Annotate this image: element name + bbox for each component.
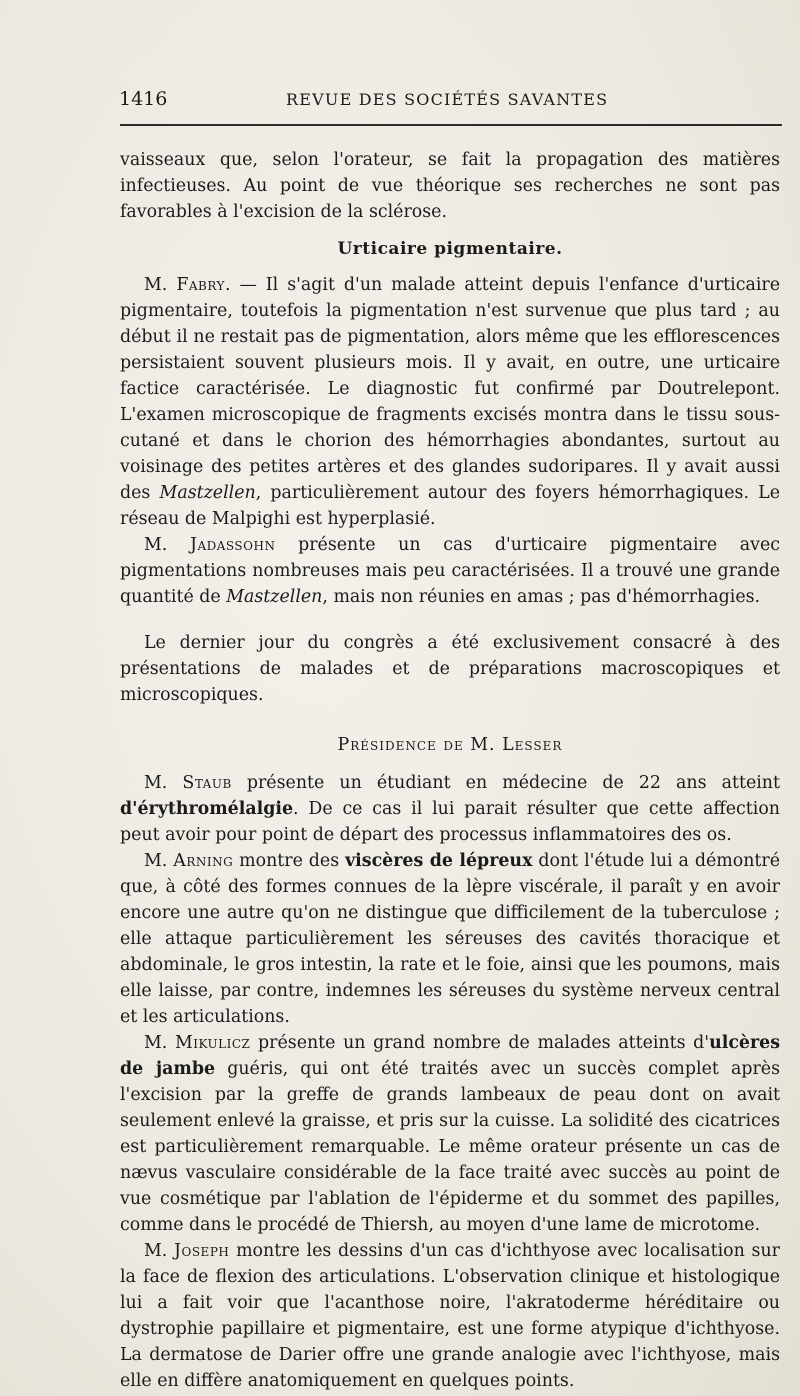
italic-term: Mastzellen: [159, 483, 256, 503]
speaker-name: Jadassohn: [189, 535, 276, 555]
paragraph-last-day: Le dernier jour du congrès a été exclusivement consacré à des présentations de malades et de préparations macroscopiques et microscopiques.: [120, 633, 780, 705]
header-rule: [120, 124, 782, 126]
paragraph-jadassohn: M. Jadassohn présente un cas d'urticaire pigmentaire avec pigmentations nombreuses mais peu caractérisées. Il a trouvé une grande quantité de Mastzellen, mais non réunies en amas ; pas d'hémorrhagies.: [120, 535, 780, 607]
speaker-name: Arning: [173, 851, 234, 871]
speaker-name: Joseph: [174, 1241, 230, 1261]
paragraph-mikulicz: M. Mikulicz présente un grand nombre de malades atteints d'ulcères de jambe guéris, qui ont été traités avec un succès complet après l'excision par la greffe de grands lambeaux de peau dont on avait seulement enlevé la graisse, et pris sur la cuisse. La solidité des cicatrices est particulièrement remarquable. Le même orateur présente un cas de nævus vasculaire considérable de la face traité avec succès au point de vue cosmétique par l'ablation de l'épiderme et du sommet des papilles, comme dans le procédé de Thiersh, au moyen d'une lame de microtome.: [120, 1033, 781, 1235]
paragraph-arning: M. Arning montre des viscères de lépreux dont l'étude lui a démontré que, à côté des formes connues de la lèpre viscérale, il paraît y en avoir encore une autre qu'on ne distingue que difficilement de la tuberculose ; elle attaque particulièrement les séreuses des cavités thoracique et abdominale, le gros intestin, la rate et le foie, ainsi que les poumons, mais elle laisse, par contre, indemnes les séreuses du système nerveux central et les articulations.: [120, 851, 780, 1027]
paragraph-continuation: vaisseaux que, selon l'orateur, se fait la propagation des matières infectieuses. Au point de vue théorique ses recherches ne sont pas favorables à l'excision de la sclérose.: [120, 150, 780, 222]
page-number: 1416: [119, 88, 168, 110]
section-heading: Urticaire pigmentaire.: [337, 239, 563, 259]
presidence-heading: Présidence de M. Lesser: [337, 735, 563, 755]
speaker-name: Mikulicz: [174, 1033, 251, 1053]
speaker-name: Fabry: [176, 275, 225, 295]
bold-term: d'érythromélalgie: [120, 799, 294, 819]
speaker-name: Staub: [182, 773, 232, 793]
article-body: [120, 147, 780, 1394]
paragraph-staub: M. Staub présente un étudiant en médecine de 22 ans atteint d'érythromélalgie. De ce cas il lui parait résulter que cette affection peut avoir pour point de départ des processus inflammatoires des os.: [120, 773, 780, 845]
paragraph-joseph: M. Joseph montre les dessins d'un cas d'ichthyose avec localisation sur la face de flexion des articulations. L'observation clinique et histologique lui a fait voir que l'acanthose noire, l'akratoderme héréditaire ou dystrophie papillaire et pigmentaire, est une forme atypique d'ichthyose. La dermatose de Darier offre une grande analogie avec l'ichthyose, mais elle en diffère anatomiquement en quelques points.: [120, 1241, 780, 1391]
running-title: REVUE DES SOCIÉTÉS SAVANTES: [286, 90, 609, 109]
paragraph-fabry: M. Fabry. — Il s'agit d'un malade atteint depuis l'enfance d'urticaire pigmentaire, toutefois la pigmentation n'est survenue que plus tard ; au début il ne restait pas de pigmentation, alors même que les efflorescences persistaient souvent plusieurs mois. Il y avait, en outre, une urticaire factice caractérisée. Le diagnostic fut confirmé par Doutrelepont. L'examen microscopique de fragments excisés montra dans le tissu sous-cutané et dans le chorion des hémorrhagies abondantes, surtout au voisinage des petites artères et des glandes sudoripares. Il y avait aussi des Mastzellen, particulièrement autour des foyers hémorrhagiques. Le réseau de Malpighi est hyperplasié.: [120, 275, 781, 529]
bold-term: ulcères de jambe: [120, 1033, 780, 1079]
bold-term: viscères de lépreux: [345, 851, 533, 871]
italic-term: Mastzellen: [226, 587, 323, 607]
